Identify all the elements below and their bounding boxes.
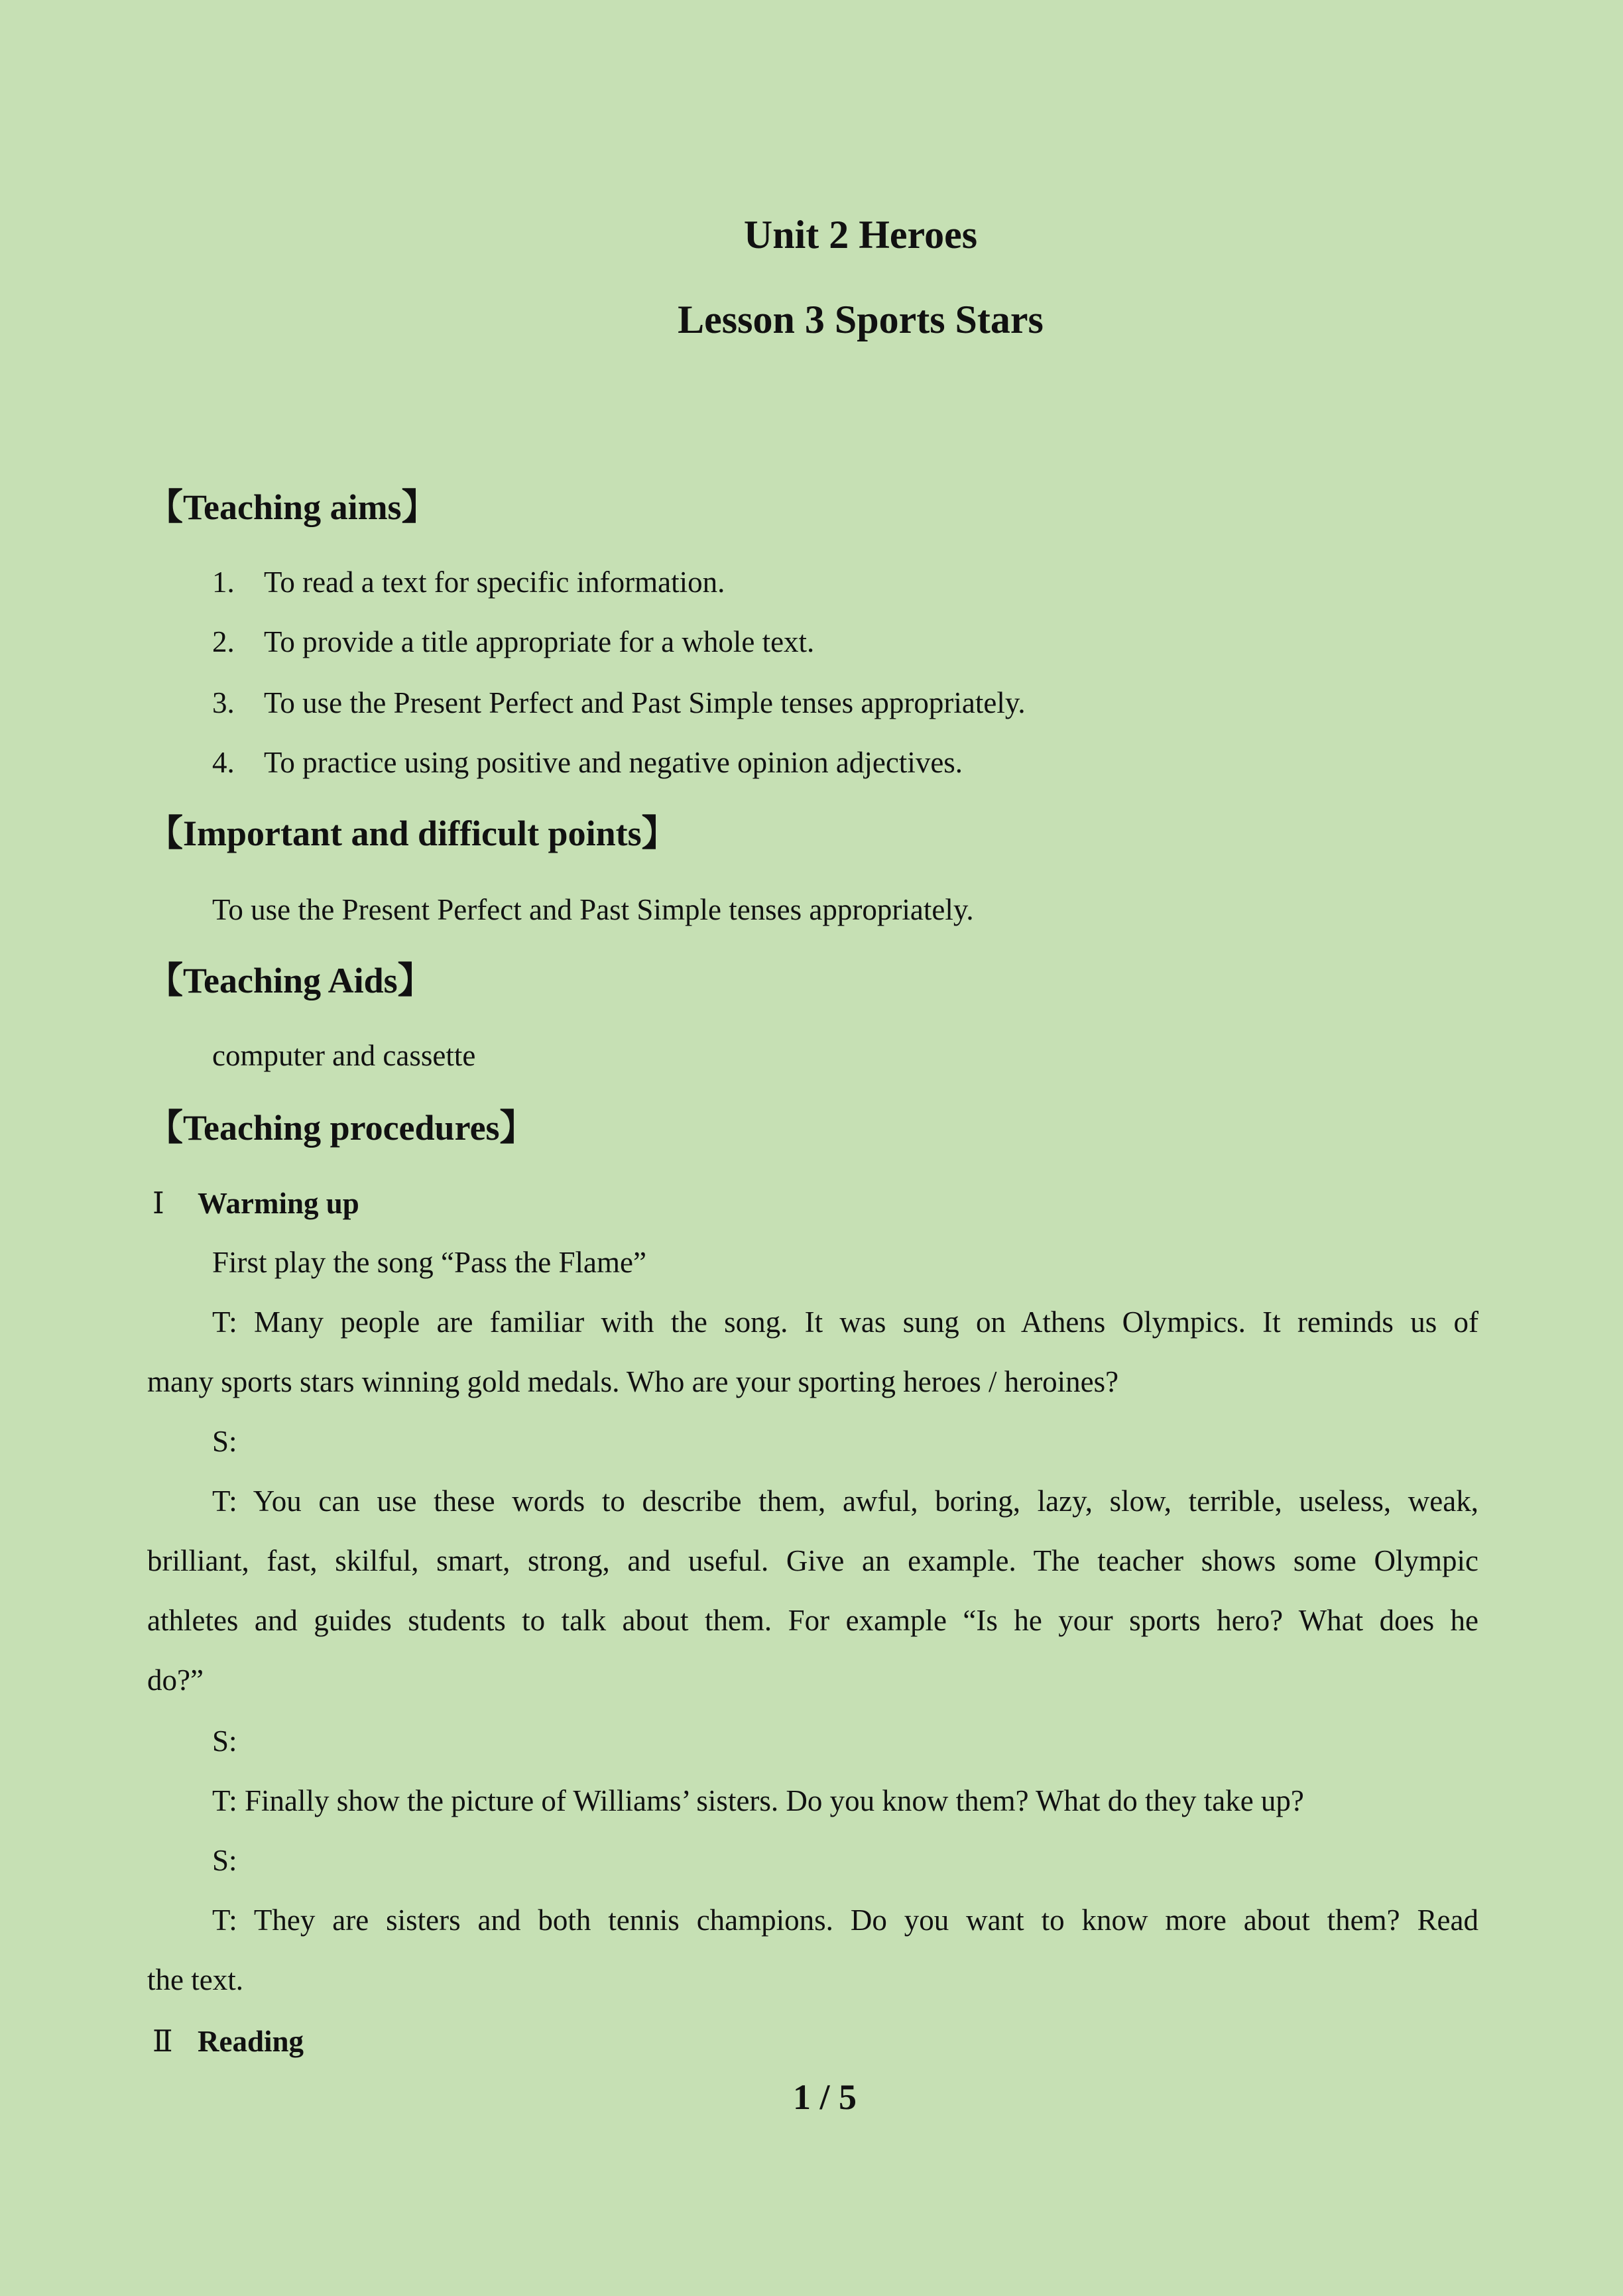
paragraph-line: T: Many people are familiar with the song. It was sung on Athens Olympics. It reminds us of: [212, 1305, 1478, 1339]
paragraph-line: T: They are sisters and both tennis champions. Do you want to know more about them? Read: [212, 1903, 1478, 1937]
teaching-aims-heading: 【Teaching aims】: [147, 487, 438, 527]
document-subtitle: Lesson 3 Sports Stars: [678, 298, 1044, 341]
list-item-number: 2.: [212, 625, 235, 658]
paragraph-line: do?”: [147, 1663, 204, 1697]
student-response: S:: [212, 1724, 237, 1758]
student-response: S:: [212, 1425, 237, 1458]
list-item: [212, 686, 1026, 720]
paragraph-line: First play the song “Pass the Flame”: [212, 1246, 646, 1279]
paragraph-line: T: Finally show the picture of Williams’ sisters. Do you know them? What do they take up?: [212, 1784, 1304, 1817]
part-title: Reading: [198, 2025, 304, 2058]
important-points-text: To use the Present Perfect and Past Simple tenses appropriately.: [212, 893, 974, 926]
list-item-text: To read a text for specific information.: [264, 566, 725, 599]
document-title: Unit 2 Heroes: [743, 213, 978, 257]
list-item-number: 1.: [212, 566, 235, 599]
paragraph-line: brilliant, fast, skilful, smart, strong, and useful. Give an example. The teacher shows some Olympic: [147, 1544, 1478, 1577]
part-warming-up-heading: [152, 1185, 359, 1221]
list-item-text: To use the Present Perfect and Past Simple tenses appropriately.: [264, 686, 1026, 719]
important-points-heading: 【Important and difficult points】: [147, 814, 678, 853]
part-reading-heading: [152, 2024, 304, 2059]
roman-numeral: Ⅰ: [152, 1187, 164, 1220]
paragraph-line: many sports stars winning gold medals. Who are your sporting heroes / heroines?: [147, 1365, 1119, 1398]
roman-numeral: Ⅱ: [152, 2025, 173, 2058]
list-item-text: To provide a title appropriate for a whole text.: [264, 625, 815, 658]
paragraph-line: the text.: [147, 1963, 243, 1996]
student-response: S:: [212, 1844, 237, 1877]
list-item: [212, 625, 814, 659]
list-item-number: 3.: [212, 686, 235, 719]
paragraph-line: athletes and guides students to talk about them. For example “Is he your sports hero? What does he: [147, 1604, 1478, 1637]
list-item-text: To practice using positive and negative opinion adjectives.: [264, 746, 963, 779]
teaching-procedures-heading: 【Teaching procedures】: [147, 1108, 536, 1148]
teaching-aids-text: computer and cassette: [212, 1039, 476, 1072]
list-item: [212, 745, 963, 780]
page-number: 1 / 5: [792, 2077, 857, 2117]
teaching-aids-heading: 【Teaching Aids】: [147, 961, 434, 1000]
paragraph-line: T: You can use these words to describe them, awful, boring, lazy, slow, terrible, useless, weak,: [212, 1484, 1478, 1518]
part-title: Warming up: [198, 1187, 359, 1220]
list-item-number: 4.: [212, 746, 235, 779]
list-item: [212, 565, 725, 599]
